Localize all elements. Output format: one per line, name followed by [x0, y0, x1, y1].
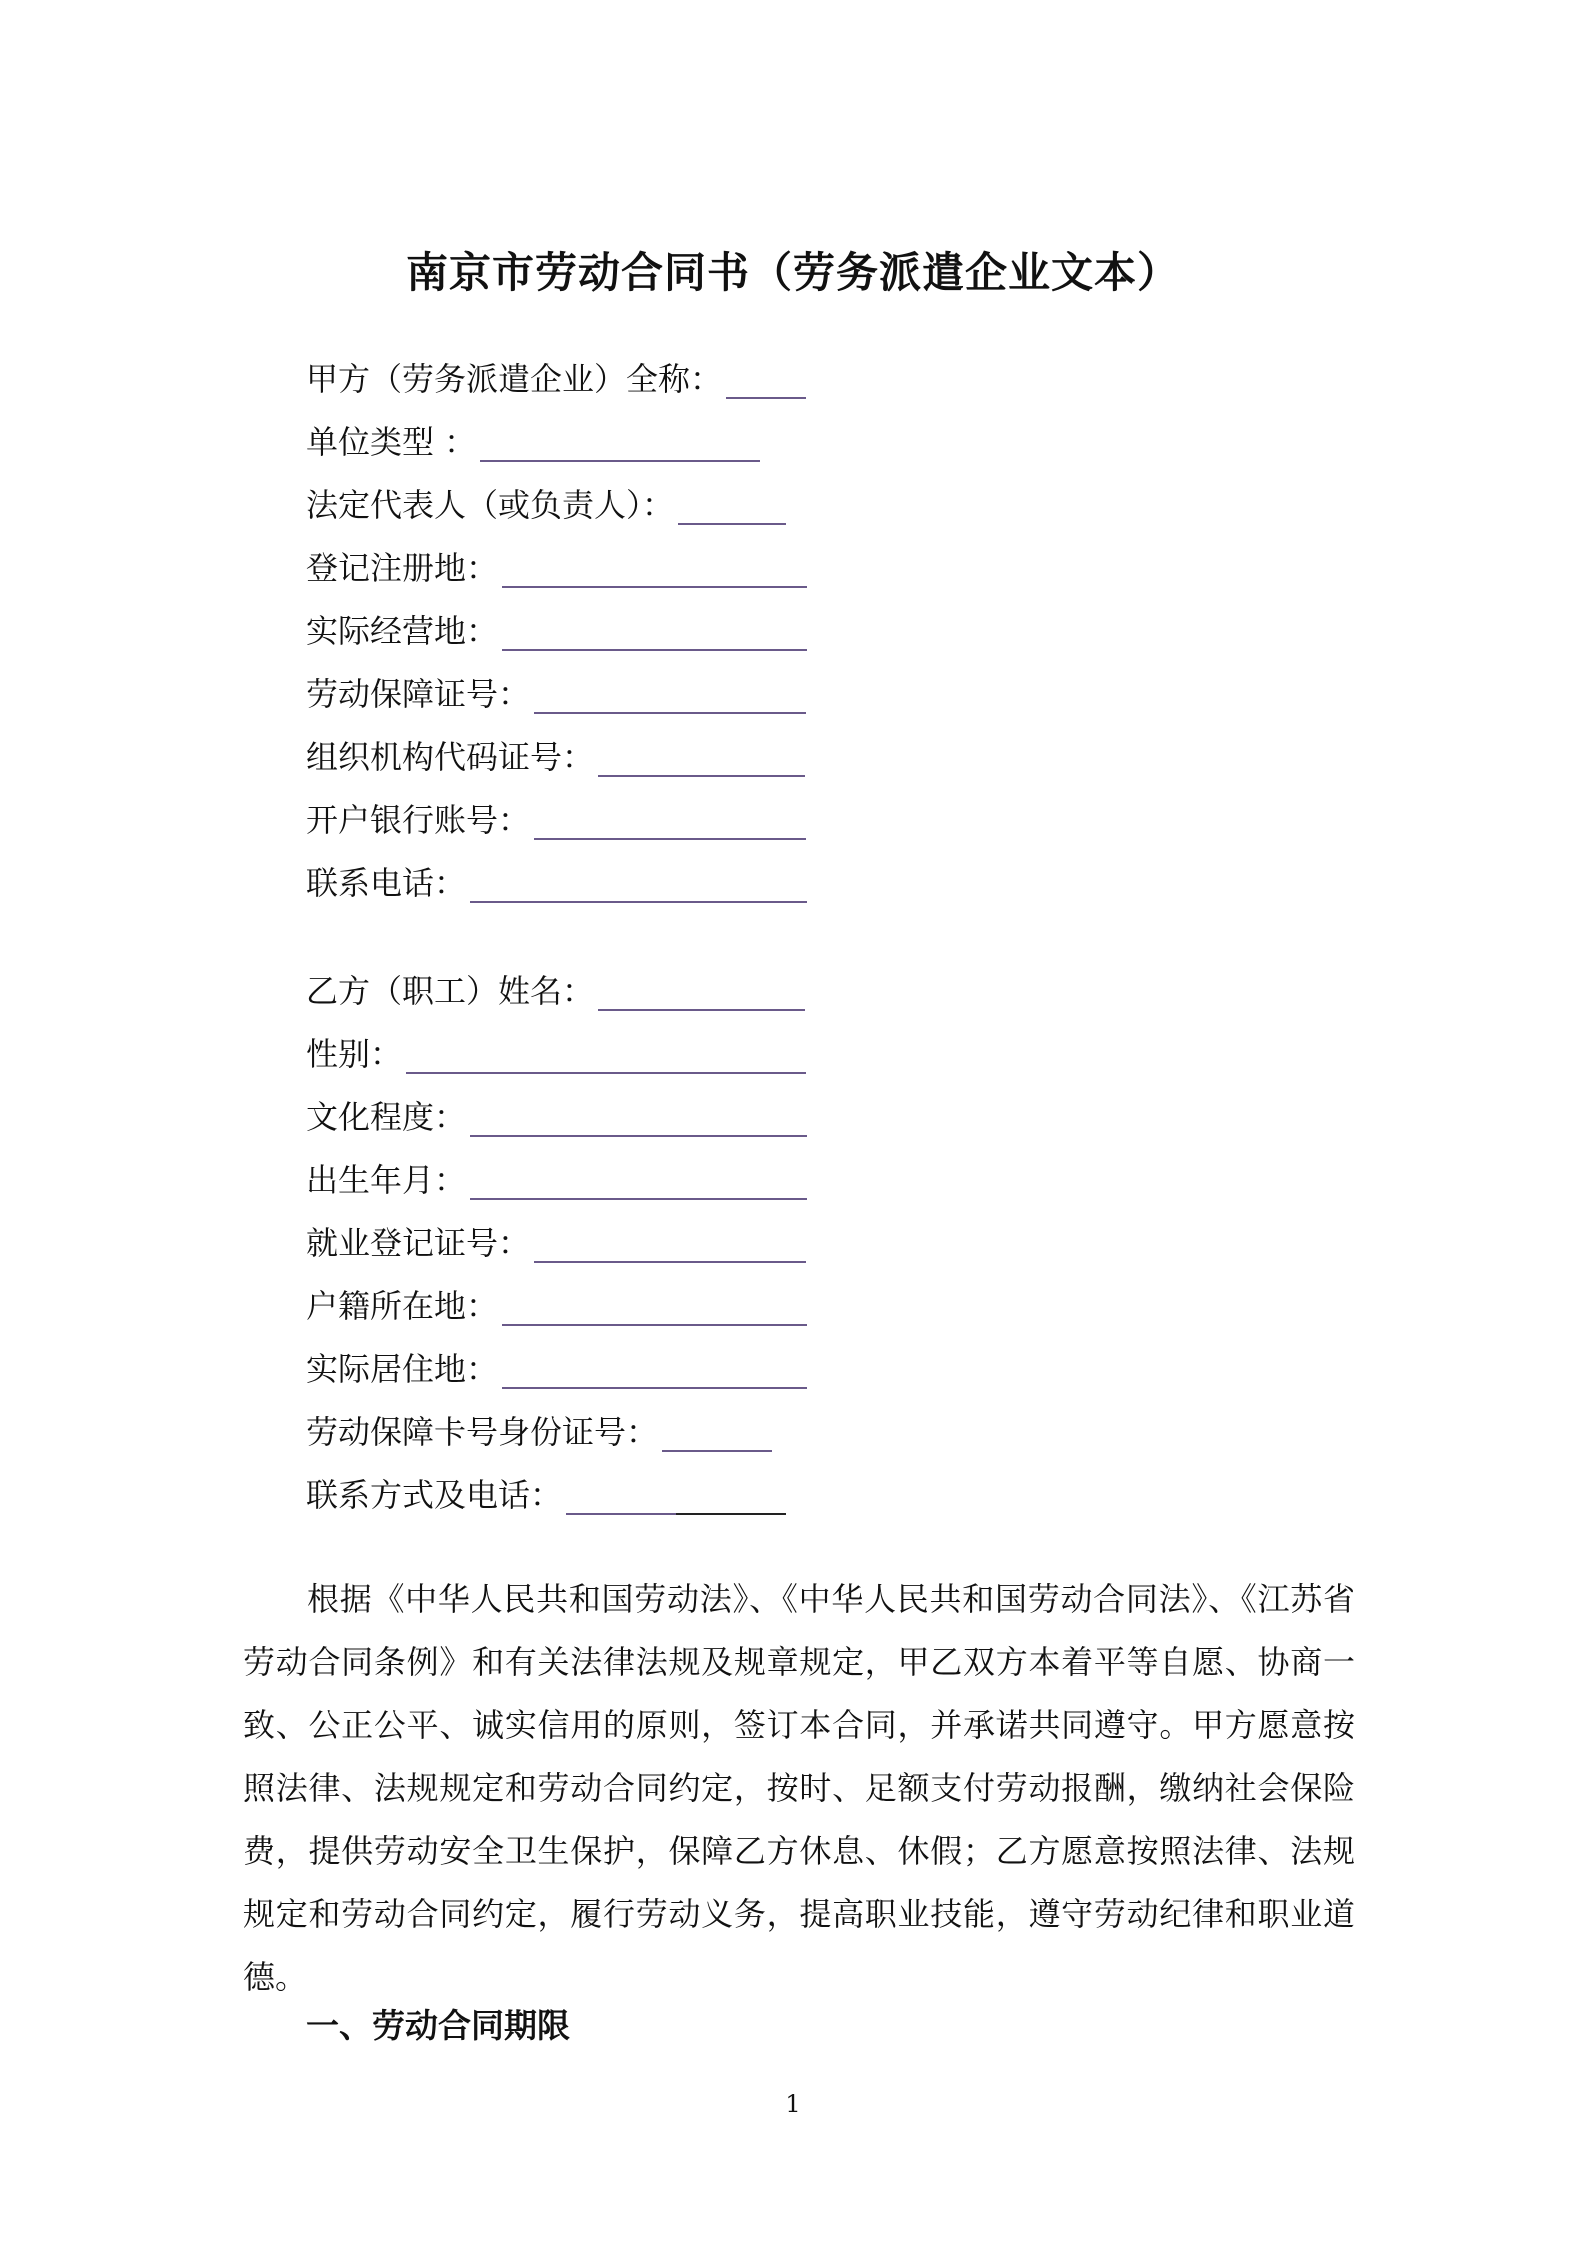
- labor-cert-blank[interactable]: [534, 676, 806, 714]
- unit-type-blank[interactable]: [480, 424, 760, 462]
- residence-address-label: 实际居住地：: [306, 1350, 499, 1388]
- party-b-contact-label: 联系方式及电话：: [306, 1476, 563, 1514]
- section-heading: 一、劳动合同期限: [306, 2006, 570, 2045]
- labor-cert-field: [306, 670, 806, 714]
- bank-account-field: [306, 796, 806, 840]
- bank-account-label: 开户银行账号：: [306, 801, 531, 839]
- gender-field: [306, 1030, 806, 1074]
- residence-address-field: [306, 1345, 807, 1389]
- business-address-label: 实际经营地：: [306, 612, 499, 650]
- household-address-blank[interactable]: [502, 1288, 807, 1326]
- registered-address-field: [306, 544, 807, 588]
- education-blank[interactable]: [470, 1099, 807, 1137]
- birth-date-field: [306, 1156, 807, 1200]
- party-a-name-label: 甲方（劳务派遣企业）全称：: [306, 360, 723, 398]
- party-a-phone-label: 联系电话：: [306, 864, 467, 902]
- registered-address-label: 登记注册地：: [306, 549, 499, 587]
- org-code-blank[interactable]: [598, 739, 805, 777]
- education-label: 文化程度：: [306, 1098, 467, 1136]
- id-card-label: 劳动保障卡号身份证号：: [306, 1413, 659, 1451]
- birth-date-blank[interactable]: [470, 1162, 807, 1200]
- page-number: 1: [785, 2090, 801, 2118]
- household-address-field: [306, 1282, 807, 1326]
- labor-cert-label: 劳动保障证号：: [306, 675, 531, 713]
- party-b-contact-blank-2[interactable]: [676, 1477, 786, 1515]
- party-a-name-blank[interactable]: [726, 361, 806, 399]
- unit-type-label: 单位类型 ：: [306, 423, 477, 461]
- party-b-contact-field: [306, 1471, 786, 1515]
- legal-rep-label: 法定代表人（或负责人）：: [306, 486, 675, 524]
- birth-date-label: 出生年月：: [306, 1161, 467, 1199]
- residence-address-blank[interactable]: [502, 1351, 807, 1389]
- party-a-name-field: [306, 355, 806, 399]
- employment-reg-label: 就业登记证号：: [306, 1224, 531, 1262]
- party-b-name-blank[interactable]: [598, 973, 805, 1011]
- legal-rep-blank[interactable]: [678, 487, 786, 525]
- party-b-contact-blank[interactable]: [566, 1477, 676, 1515]
- household-address-label: 户籍所在地：: [306, 1287, 499, 1325]
- org-code-field: [306, 733, 805, 777]
- business-address-field: [306, 607, 807, 651]
- org-code-label: 组织机构代码证号：: [306, 738, 595, 776]
- employment-reg-field: [306, 1219, 806, 1263]
- party-a-phone-field: [306, 859, 807, 903]
- business-address-blank[interactable]: [502, 613, 807, 651]
- document-title: 南京市劳动合同书（劳务派遣企业文本）: [405, 248, 1180, 297]
- party-a-phone-blank[interactable]: [470, 865, 807, 903]
- id-card-blank[interactable]: [662, 1414, 772, 1452]
- gender-label: 性别：: [306, 1035, 403, 1073]
- legal-rep-field: [306, 481, 786, 525]
- preamble-paragraph: 根据《中华人民共和国劳动法》、《中华人民共和国劳动合同法》、《江苏省劳动合同条例》和有关法律法规及规章规定，甲乙双方本着平等自愿、协商一致、公正公平、诚实信用的原则，签订本合同，并承诺共同遵守。甲方愿意按照法律、法规规定和劳动合同约定，按时、足额支付劳动报酬，缴纳社会保险费，提供劳动安全卫生保护，保障乙方休息、休假；乙方愿意按照法律、法规规定和劳动合同约定，履行劳动义务，提高职业技能，遵守劳动纪律和职业道德。: [243, 1580, 1355, 1996]
- education-field: [306, 1093, 807, 1137]
- id-card-field: [306, 1408, 772, 1452]
- gender-blank[interactable]: [406, 1036, 806, 1074]
- employment-reg-blank[interactable]: [534, 1225, 806, 1263]
- bank-account-blank[interactable]: [534, 802, 806, 840]
- unit-type-field: [306, 418, 760, 462]
- registered-address-blank[interactable]: [502, 550, 807, 588]
- party-b-name-field: [306, 967, 805, 1011]
- party-b-name-label: 乙方（职工）姓名：: [306, 972, 595, 1010]
